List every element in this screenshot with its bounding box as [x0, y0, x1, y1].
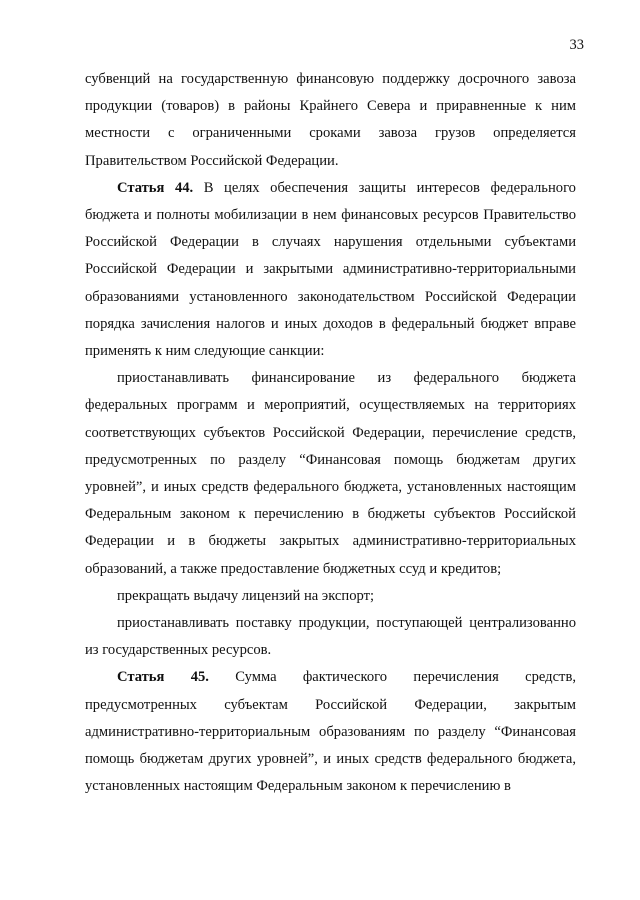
paragraph-text: В целях обеспечения защиты интересов федерального бюджета и полноты мобилизации в нем финансовых ресурсов Правительство Российской Федерации в случаях нарушения отдельными субъектами Российской Федерации и закрытыми административно-территориальными образованиями установленного законодательством Российской Федерации порядка зачисления налогов и иных доходов в федеральный бюджет вправе применять к ним следующие санкции:: [85, 179, 576, 360]
article-44-label: Статья 44.: [117, 179, 194, 196]
paragraph-stop-licenses: [85, 583, 576, 610]
article-45-label: Статья 45.: [117, 669, 209, 686]
paragraph-subventions-end: [85, 66, 576, 175]
paragraph-text: прекращать выдачу лицензий на экспорт;: [117, 587, 375, 604]
paragraph-text: Сумма фактического перечисления средств, предусмотренных субъектам Российской Федерации, закрытым административно-территориальным образованиям по разделу “Финансовая помощь бюджетам других уровней”, и иных средств федерального бюджета, установленных настоящим Федеральным законом к перечислению в: [85, 669, 576, 795]
paragraph-text: приостанавливать финансирование из федерального бюджета федеральных программ и мероприятий, осуществляемых на территориях соответствующих субъектов Российской Федерации, перечисление средств, предусмотренных по разделу “Финансовая помощь бюджетам других уровней”, и иных средств федерального бюджета, установленных настоящим Федеральным законом к перечислению в бюджеты субъектов Российской Федерации и в бюджеты закрытых административно-территориальных образований, а также предоставление бюджетных ссуд и кредитов;: [85, 370, 576, 577]
document-body: [85, 66, 576, 800]
page-number: 33: [569, 37, 584, 53]
paragraph-text: субвенций на государственную финансовую поддержку досрочного завоза продукции (товаров) в районы Крайнего Севера и приравненные к ним местности с ограниченными сроками завоза грузов определяется Правительством Российской Федерации.: [85, 71, 576, 169]
paragraph-article-45: [85, 664, 576, 800]
paragraph-suspend-supply: [85, 610, 576, 664]
paragraph-suspend-financing: [85, 365, 576, 583]
paragraph-text: приостанавливать поставку продукции, поступающей централизованно из государственных ресурсов.: [85, 615, 576, 659]
paragraph-article-44: [85, 175, 576, 365]
